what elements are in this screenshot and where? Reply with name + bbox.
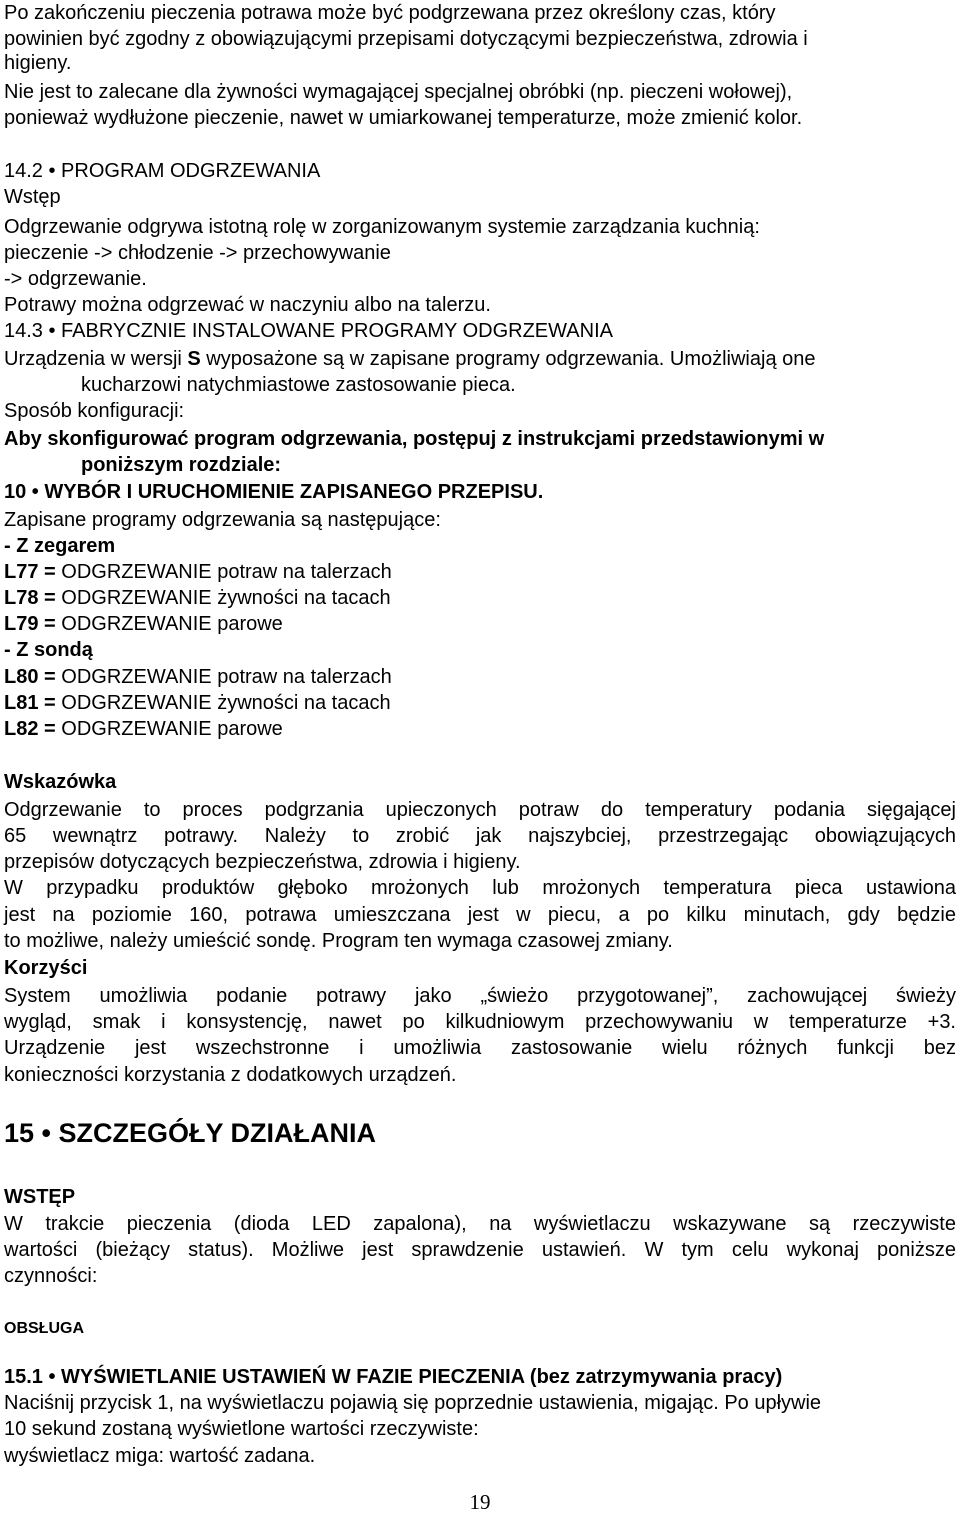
section-15-heading: 15 • SZCZEGÓŁY DZIAŁANIA <box>4 1118 376 1148</box>
section-14-2-line-3: -> odgrzewanie. <box>4 268 147 290</box>
section-14-2-subheading: Wstęp <box>4 186 61 208</box>
section-15-1-line-2: 10 sekund zostaną wyświetlone wartości rzeczywiste: <box>4 1418 479 1440</box>
intro-line-1: Po zakończeniu pieczenia potrawa może być podgrzewana przez określony czas, który <box>4 2 776 24</box>
tip-line-4: W przypadku produktów głęboko mrożonych lub mrożonych temperatura pieca ustawiona <box>4 877 956 899</box>
group-clock-label: - Z zegarem <box>4 535 116 557</box>
program-equals: = <box>38 718 62 740</box>
program-code: L80 <box>4 666 39 688</box>
section-15-intro-heading: WSTĘP <box>4 1186 76 1208</box>
section-14-2-line-4: Potrawy można odgrzewać w naczyniu albo na talerzu. <box>4 294 491 316</box>
section-14-3-heading: 14.3 • FABRYCZNIE INSTALOWANE PROGRAMY ODGRZEWANIA <box>4 320 613 342</box>
chapter-reference: 10 • WYBÓR I URUCHOMIENIE ZAPISANEGO PRZEPISU. <box>4 481 544 503</box>
intro-line-4: Nie jest to zalecane dla żywności wymagającej specjalnej obróbki (np. pieczeni wołowej), <box>4 81 793 103</box>
benefits-line-3: Urządzenie jest wszechstronne i umożliwia zastosowanie wielu różnych funkcji bez <box>4 1037 956 1059</box>
program-description: ODGRZEWANIE parowe <box>61 718 283 740</box>
tip-heading: Wskazówka <box>4 771 117 793</box>
intro-line-3: higieny. <box>4 52 72 74</box>
program-row <box>4 611 283 637</box>
program-description: ODGRZEWANIE potraw na talerzach <box>61 561 392 583</box>
benefits-line-2: wygląd, smak i konsystencję, nawet po kilkudniowym przechowywaniu w temperaturze +3. <box>4 1011 956 1033</box>
tip-line-5: jest na poziomie 160, potrawa umieszczana jest w piecu, a po kilku minutach, gdy będzie <box>4 904 956 926</box>
section-15-line-3: czynności: <box>4 1265 98 1287</box>
tip-line-1: Odgrzewanie to proces podgrzania upieczonych potraw do temperatury podania sięgającej <box>4 799 956 821</box>
section-14-3-line-1 <box>4 346 816 372</box>
benefits-heading: Korzyści <box>4 957 88 979</box>
program-row <box>4 585 391 611</box>
program-equals: = <box>38 692 62 714</box>
program-row <box>4 690 391 716</box>
section-14-3-line-2: kucharzowi natychmiastowe zastosowanie pieca. <box>81 374 516 396</box>
section-15-line-2: wartości (bieżący status). Możliwe jest sprawdzenie ustawień. W tym celu wykonaj poniższe <box>4 1239 956 1261</box>
program-equals: = <box>38 561 62 583</box>
line-1-part-c: wyposażone są w zapisane programy odgrzewania. Umożliwiają one <box>200 348 816 370</box>
intro-line-5: ponieważ wydłużone pieczenie, nawet w umiarkowanej temperaturze, może zmienić kolor. <box>4 107 803 129</box>
intro-line-2: powinien być zgodny z obowiązującymi przepisami dotyczącymi bezpieczeństwa, zdrowia i <box>4 28 808 50</box>
section-14-2-line-2: pieczenie -> chłodzenie -> przechowywanie <box>4 242 391 264</box>
page-number: 19 <box>469 1490 491 1514</box>
version-s-label: S <box>187 348 201 370</box>
tip-line-6: to możliwe, należy umieścić sondę. Program ten wymaga czasowej zmiany. <box>4 930 673 952</box>
program-equals: = <box>38 666 62 688</box>
program-row <box>4 664 392 690</box>
program-code: L77 <box>4 561 39 583</box>
program-equals: = <box>38 613 62 635</box>
benefits-line-1: System umożliwia podanie potrawy jako „świeżo przygotowanej”, zachowującej świeży <box>4 985 956 1007</box>
program-code: L81 <box>4 692 39 714</box>
config-line-2: poniższym rozdziale: <box>81 454 282 476</box>
programs-intro: Zapisane programy odgrzewania są następujące: <box>4 509 441 531</box>
section-15-1-line-1: Naciśnij przycisk 1, na wyświetlaczu pojawią się poprzednie ustawienia, migając. Po upływie <box>4 1392 822 1414</box>
section-15-line-1: W trakcie pieczenia (dioda LED zapalona), na wyświetlaczu wskazywane są rzeczywiste <box>4 1213 956 1235</box>
section-15-1-heading: 15.1 • WYŚWIETLANIE USTAWIEŃ W FAZIE PIECZENIA (bez zatrzymywania pracy) <box>4 1366 783 1388</box>
config-label: Sposób konfiguracji: <box>4 400 185 422</box>
section-14-2-line-1: Odgrzewanie odgrywa istotną rolę w zorganizowanym systemie zarządzania kuchnią: <box>4 216 760 238</box>
group-probe-label: - Z sondą <box>4 639 93 661</box>
program-description: ODGRZEWANIE żywności na tacach <box>61 587 391 609</box>
program-code: L78 <box>4 587 39 609</box>
config-line-1: Aby skonfigurować program odgrzewania, postępuj z instrukcjami przedstawionymi w <box>4 428 825 450</box>
service-label: OBSŁUGA <box>4 1320 84 1337</box>
program-description: ODGRZEWANIE potraw na talerzach <box>61 666 392 688</box>
program-code: L79 <box>4 613 39 635</box>
section-15-1-line-3: wyświetlacz miga: wartość zadana. <box>4 1445 316 1467</box>
benefits-line-4: konieczności korzystania z dodatkowych urządzeń. <box>4 1064 457 1086</box>
program-code: L82 <box>4 718 39 740</box>
tip-line-2: 65 wewnątrz potrawy. Należy to zrobić jak najszybciej, przestrzegając obowiązujących <box>4 825 956 847</box>
tip-line-3: przepisów dotyczących bezpieczeństwa, zdrowia i higieny. <box>4 851 521 873</box>
program-equals: = <box>38 587 62 609</box>
program-description: ODGRZEWANIE parowe <box>61 613 283 635</box>
program-row <box>4 716 283 742</box>
program-description: ODGRZEWANIE żywności na tacach <box>61 692 391 714</box>
section-14-2-heading: 14.2 • PROGRAM ODGRZEWANIA <box>4 160 321 182</box>
program-row <box>4 559 392 585</box>
line-1-part-a: Urządzenia w wersji <box>4 348 188 370</box>
